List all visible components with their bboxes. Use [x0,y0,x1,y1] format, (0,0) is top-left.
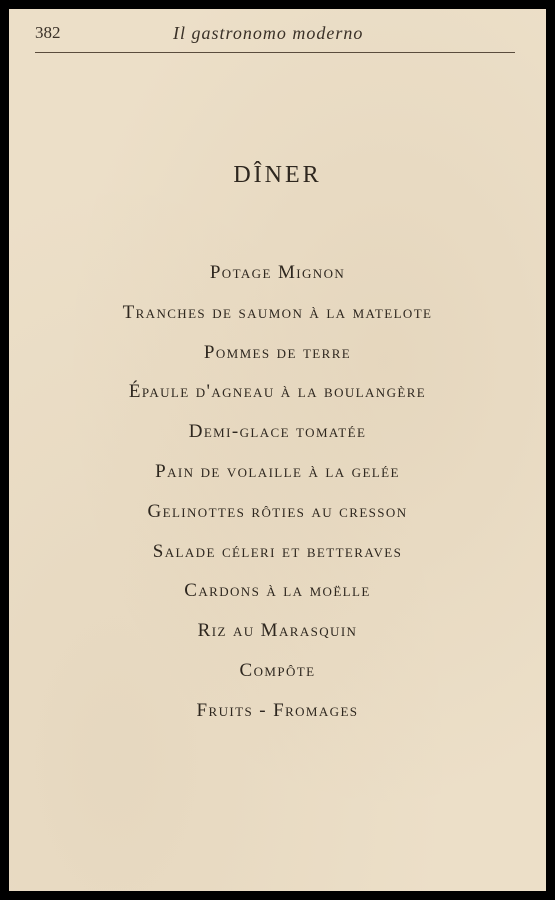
header-rule [35,52,515,53]
page-header [35,21,515,49]
menu-item: Fruits - Fromages [196,699,359,721]
menu-item: Tranches de saumon à la matelote [122,301,433,323]
menu-title: DÎNER [233,162,322,188]
menu-item: Compôte [239,659,316,681]
book-page [9,9,546,891]
menu-item: Gelinottes rôties au cresson [147,500,408,522]
menu-item: Potage Mignon [209,262,346,283]
menu-item: Épaule d'agneau à la boulangère [128,381,427,403]
running-title: Il gastronomo moderno [173,23,364,43]
menu-item: Salade céleri et betteraves [152,540,403,562]
menu-item: Riz au Marasquin [197,620,358,642]
page-number: 382 [35,23,61,42]
menu-item: Pain de volaille à la gelée [155,460,400,482]
menu-item: Demi-glace tomatée [188,421,367,443]
menu-item: Cardons à la moëlle [184,580,371,602]
menu-item: Pommes de terre [203,341,352,363]
menu-list [9,259,546,737]
